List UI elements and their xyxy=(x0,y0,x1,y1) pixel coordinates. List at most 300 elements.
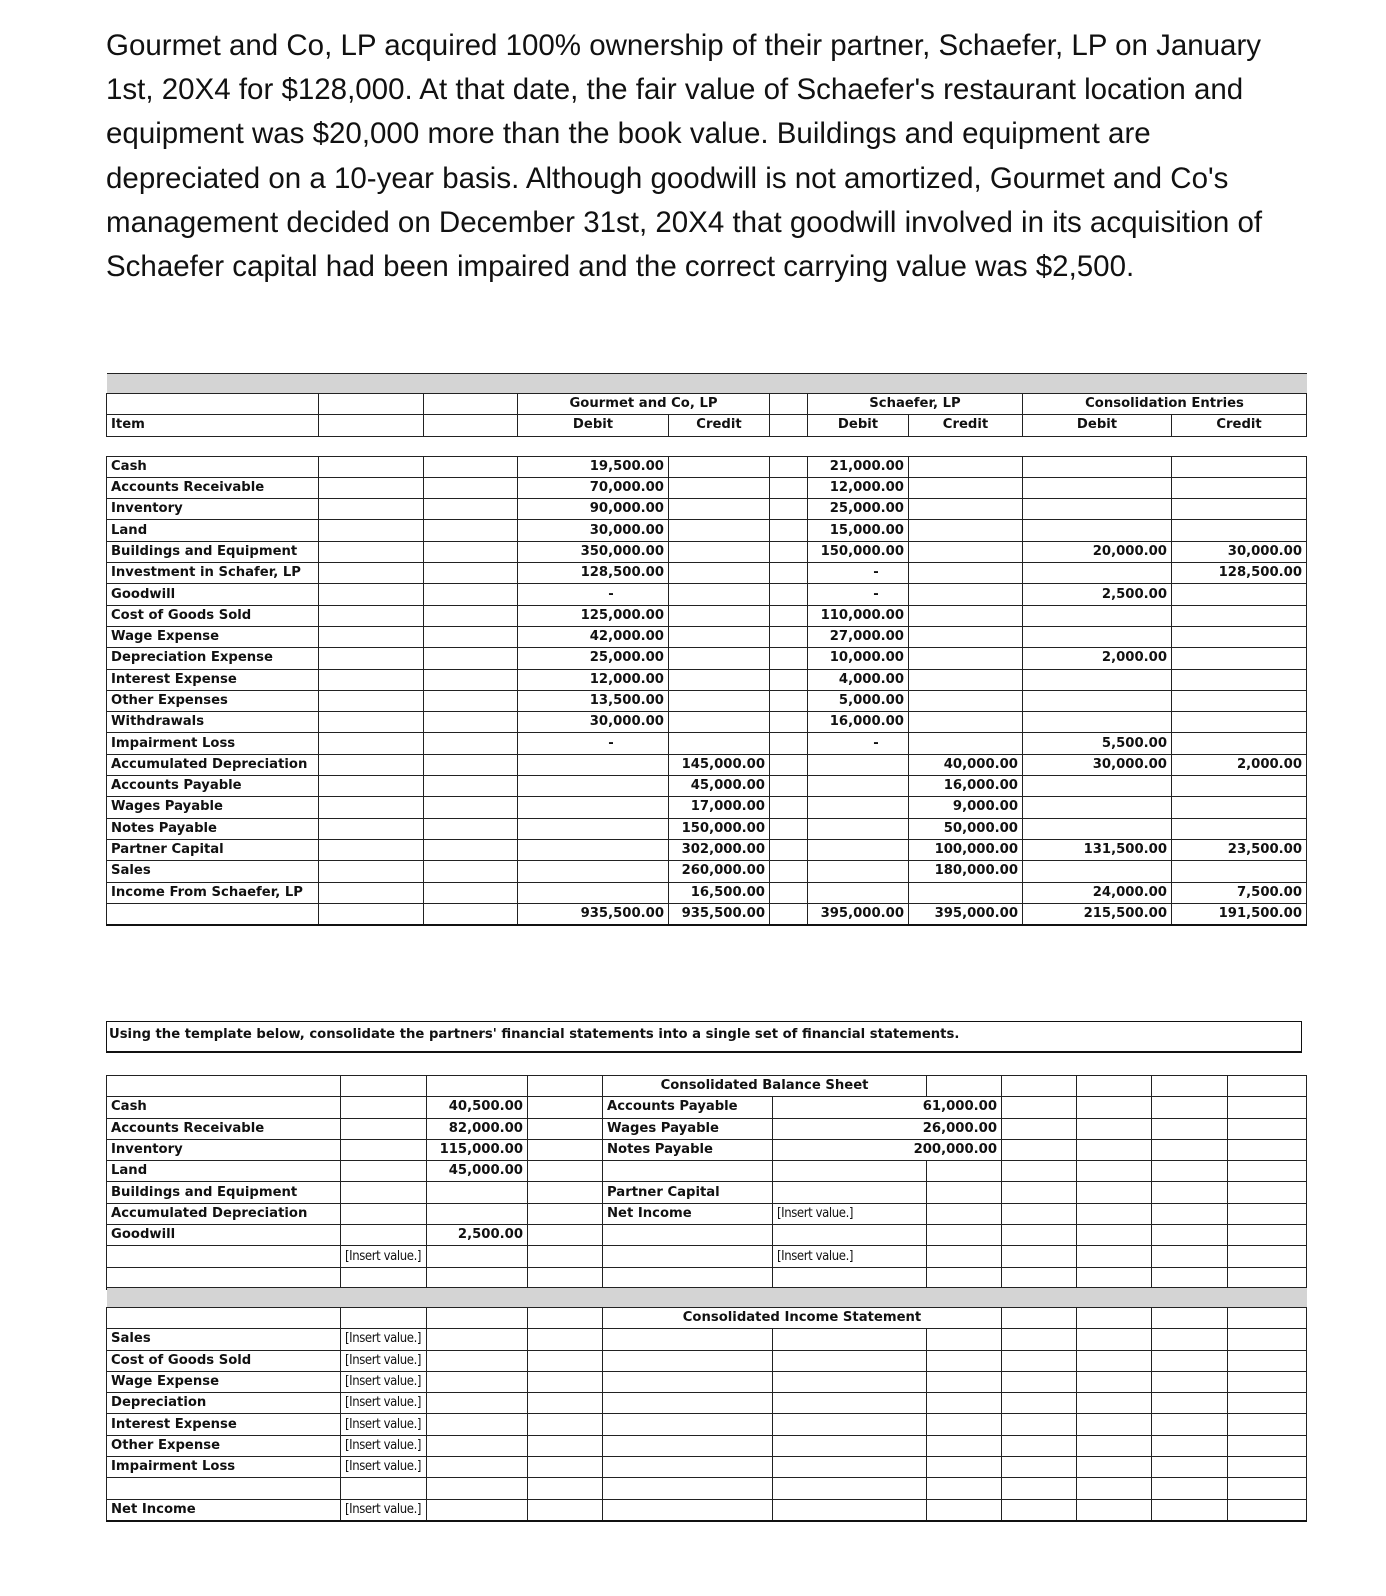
schaefer-credit xyxy=(909,584,1023,605)
consolidated-balance-sheet xyxy=(106,1075,1307,1290)
empty-cell xyxy=(528,1329,603,1350)
income-statement-row xyxy=(107,1435,1307,1456)
empty-cell xyxy=(1002,1225,1077,1246)
empty-cell xyxy=(427,1457,528,1478)
empty-cell xyxy=(770,839,808,860)
empty-cell xyxy=(341,1182,427,1203)
worksheet-row xyxy=(107,605,1307,626)
group-header-gourmet: Gourmet and Co, LP xyxy=(518,394,770,415)
schaefer-credit xyxy=(909,712,1023,733)
gourmet-credit-total: 935,500.00 xyxy=(669,903,770,925)
empty-cell xyxy=(1228,1478,1307,1499)
empty-cell xyxy=(1002,1161,1077,1182)
consolidation-debit-total: 215,500.00 xyxy=(1023,903,1172,925)
consolidation-debit xyxy=(1023,499,1172,520)
income-insert-field[interactable]: [Insert value.] xyxy=(341,1350,427,1371)
empty-cell xyxy=(770,818,808,839)
consolidation-credit: 30,000.00 xyxy=(1172,541,1307,562)
income-item-label: Impairment Loss xyxy=(107,1457,341,1478)
net-income-insert-field[interactable]: [Insert value.] xyxy=(773,1203,927,1224)
col-header-credit: Credit xyxy=(669,415,770,436)
gourmet-debit xyxy=(518,839,669,860)
empty-cell xyxy=(1002,1118,1077,1139)
consolidation-credit xyxy=(1172,776,1307,797)
empty-cell xyxy=(107,1246,341,1267)
schaefer-debit xyxy=(808,882,909,903)
row-label: Impairment Loss xyxy=(107,733,319,754)
empty-cell xyxy=(107,1478,341,1499)
schaefer-debit xyxy=(808,754,909,775)
empty-cell xyxy=(427,1414,528,1435)
empty-cell xyxy=(603,1225,773,1246)
empty-cell xyxy=(1228,1435,1307,1456)
empty-cell xyxy=(927,1161,1002,1182)
schaefer-credit xyxy=(909,605,1023,626)
schaefer-credit xyxy=(909,626,1023,647)
row-label: Withdrawals xyxy=(107,712,319,733)
empty-cell xyxy=(1152,1139,1228,1160)
empty-cell xyxy=(770,733,808,754)
income-item-label: Interest Expense xyxy=(107,1414,341,1435)
consolidation-debit xyxy=(1023,456,1172,477)
gourmet-credit xyxy=(669,584,770,605)
income-insert-field[interactable]: [Insert value.] xyxy=(341,1393,427,1414)
schaefer-debit: 10,000.00 xyxy=(808,648,909,669)
total-liabilities-insert-field[interactable]: [Insert value.] xyxy=(773,1246,927,1267)
consolidation-credit xyxy=(1172,520,1307,541)
worksheet-row xyxy=(107,882,1307,903)
schaefer-credit xyxy=(909,499,1023,520)
empty-cell xyxy=(528,1203,603,1224)
empty-cell xyxy=(1002,1329,1077,1350)
asset-label: Cash xyxy=(107,1097,341,1118)
empty-cell xyxy=(424,541,518,562)
schaefer-debit: 25,000.00 xyxy=(808,499,909,520)
empty-cell xyxy=(427,1350,528,1371)
row-label: Buildings and Equipment xyxy=(107,541,319,562)
row-label: Goodwill xyxy=(107,584,319,605)
empty-cell xyxy=(319,712,424,733)
schaefer-credit-total: 395,000.00 xyxy=(909,903,1023,925)
empty-cell xyxy=(1228,1161,1307,1182)
row-label: Partner Capital xyxy=(107,839,319,860)
gourmet-debit: 128,500.00 xyxy=(518,563,669,584)
empty-cell xyxy=(1152,1118,1228,1139)
asset-label: Inventory xyxy=(107,1139,341,1160)
empty-cell xyxy=(1077,1097,1152,1118)
empty-cell xyxy=(773,1414,927,1435)
worksheet-row xyxy=(107,839,1307,860)
empty-cell xyxy=(1152,1161,1228,1182)
empty-cell xyxy=(528,1435,603,1456)
empty-cell xyxy=(424,733,518,754)
row-label: Other Expenses xyxy=(107,690,319,711)
empty-cell xyxy=(528,1457,603,1478)
row-label: Cash xyxy=(107,456,319,477)
empty-cell xyxy=(341,1478,427,1499)
consolidation-credit xyxy=(1172,712,1307,733)
balance-sheet-row xyxy=(107,1118,1307,1139)
empty-cell xyxy=(1152,1182,1228,1203)
asset-label: Goodwill xyxy=(107,1225,341,1246)
empty-cell xyxy=(773,1393,927,1414)
gourmet-debit: 42,000.00 xyxy=(518,626,669,647)
gourmet-credit xyxy=(669,648,770,669)
income-insert-field[interactable]: [Insert value.] xyxy=(341,1457,427,1478)
row-label: Wages Payable xyxy=(107,797,319,818)
empty-cell xyxy=(319,818,424,839)
gourmet-debit xyxy=(518,861,669,882)
empty-cell xyxy=(528,1225,603,1246)
empty-cell xyxy=(770,669,808,690)
schaefer-debit: 110,000.00 xyxy=(808,605,909,626)
empty-cell xyxy=(770,499,808,520)
income-statement-row xyxy=(107,1478,1307,1499)
empty-cell xyxy=(319,733,424,754)
empty-cell xyxy=(1002,1097,1077,1118)
liability-value: 26,000.00 xyxy=(773,1118,1002,1139)
worksheet-row xyxy=(107,818,1307,839)
consolidation-credit xyxy=(1172,818,1307,839)
empty-cell xyxy=(424,648,518,669)
asset-label: Land xyxy=(107,1161,341,1182)
asset-label: Accumulated Depreciation xyxy=(107,1203,341,1224)
empty-cell xyxy=(1228,1329,1307,1350)
balance-sheet-row xyxy=(107,1139,1307,1160)
empty-cell xyxy=(1002,1393,1077,1414)
empty-cell xyxy=(528,1139,603,1160)
income-insert-field[interactable]: [Insert value.] xyxy=(341,1414,427,1435)
gourmet-debit xyxy=(518,754,669,775)
empty-cell xyxy=(1152,1329,1228,1350)
gourmet-debit: 12,000.00 xyxy=(518,669,669,690)
empty-cell xyxy=(1002,1267,1077,1289)
schaefer-credit xyxy=(909,456,1023,477)
empty-cell xyxy=(1002,1499,1077,1521)
empty-cell xyxy=(1077,1118,1152,1139)
worksheet-row xyxy=(107,648,1307,669)
empty-cell xyxy=(528,1267,603,1289)
empty-cell xyxy=(424,605,518,626)
empty-cell xyxy=(1152,1457,1228,1478)
schaefer-debit: - xyxy=(808,733,909,754)
gourmet-credit xyxy=(669,541,770,562)
worksheet-row xyxy=(107,754,1307,775)
asset-label: Buildings and Equipment xyxy=(107,1182,341,1203)
schaefer-debit xyxy=(808,861,909,882)
worksheet-row xyxy=(107,733,1307,754)
gourmet-credit: 260,000.00 xyxy=(669,861,770,882)
consolidation-credit: 128,500.00 xyxy=(1172,563,1307,584)
empty-cell xyxy=(927,1350,1002,1371)
gourmet-credit: 150,000.00 xyxy=(669,818,770,839)
consolidation-debit: 30,000.00 xyxy=(1023,754,1172,775)
empty-cell xyxy=(341,1203,427,1224)
schaefer-debit-total: 395,000.00 xyxy=(808,903,909,925)
gourmet-debit xyxy=(518,776,669,797)
empty-cell xyxy=(770,690,808,711)
empty-cell xyxy=(341,1161,427,1182)
row-label: Depreciation Expense xyxy=(107,648,319,669)
empty-cell xyxy=(424,882,518,903)
empty-cell xyxy=(341,1097,427,1118)
empty-cell xyxy=(424,712,518,733)
consolidation-debit: 2,000.00 xyxy=(1023,648,1172,669)
consolidation-debit: 131,500.00 xyxy=(1023,839,1172,860)
empty-cell xyxy=(424,839,518,860)
consolidation-debit xyxy=(1023,797,1172,818)
gourmet-debit: 25,000.00 xyxy=(518,648,669,669)
empty-cell xyxy=(1002,1246,1077,1267)
gourmet-debit xyxy=(518,797,669,818)
liability-label: Net Income xyxy=(603,1203,773,1224)
empty-cell xyxy=(773,1350,927,1371)
consolidation-credit xyxy=(1172,648,1307,669)
empty-cell xyxy=(424,818,518,839)
row-label: Wage Expense xyxy=(107,626,319,647)
asset-value: 82,000.00 xyxy=(427,1118,528,1139)
empty-cell xyxy=(927,1267,1002,1289)
empty-cell xyxy=(427,1371,528,1392)
gourmet-debit: 350,000.00 xyxy=(518,541,669,562)
consolidation-credit xyxy=(1172,499,1307,520)
empty-cell xyxy=(773,1371,927,1392)
schaefer-debit xyxy=(808,797,909,818)
worksheet-row xyxy=(107,499,1307,520)
empty-cell xyxy=(603,1499,773,1521)
empty-cell xyxy=(927,1203,1002,1224)
empty-cell xyxy=(1228,1182,1307,1203)
empty-cell xyxy=(528,1182,603,1203)
schaefer-credit xyxy=(909,520,1023,541)
empty-cell xyxy=(319,776,424,797)
consolidation-debit xyxy=(1023,669,1172,690)
income-statement-row xyxy=(107,1393,1307,1414)
balance-sheet-title: Consolidated Balance Sheet xyxy=(603,1076,927,1097)
empty-cell xyxy=(927,1371,1002,1392)
instruction-text: Using the template below, consolidate the partners' financial statements into a single set of financial statements. xyxy=(106,1021,1302,1053)
consolidation-debit xyxy=(1023,776,1172,797)
empty-cell xyxy=(603,1329,773,1350)
empty-cell xyxy=(424,861,518,882)
gourmet-credit xyxy=(669,712,770,733)
empty-cell xyxy=(773,1499,927,1521)
empty-cell xyxy=(603,1246,773,1267)
empty-cell xyxy=(1002,1478,1077,1499)
empty-cell xyxy=(1152,1478,1228,1499)
empty-cell xyxy=(1228,1246,1307,1267)
empty-cell xyxy=(1152,1203,1228,1224)
balance-sheet-row xyxy=(107,1246,1307,1267)
total-assets-insert-field[interactable]: [Insert value.] xyxy=(341,1246,427,1267)
consolidation-credit xyxy=(1172,669,1307,690)
consolidation-debit: 5,500.00 xyxy=(1023,733,1172,754)
worksheet-row xyxy=(107,477,1307,498)
empty-cell xyxy=(770,541,808,562)
schaefer-debit: 12,000.00 xyxy=(808,477,909,498)
gourmet-credit xyxy=(669,456,770,477)
row-label: Sales xyxy=(107,861,319,882)
col-header-debit: Debit xyxy=(518,415,669,436)
schaefer-debit: - xyxy=(808,563,909,584)
gourmet-debit xyxy=(518,818,669,839)
empty-cell xyxy=(1152,1371,1228,1392)
schaefer-debit: 15,000.00 xyxy=(808,520,909,541)
empty-cell xyxy=(770,776,808,797)
empty-cell xyxy=(1077,1457,1152,1478)
empty-cell xyxy=(1152,1499,1228,1521)
empty-cell xyxy=(773,1267,927,1289)
empty-cell xyxy=(1077,1478,1152,1499)
empty-cell xyxy=(424,499,518,520)
income-item-label: Wage Expense xyxy=(107,1371,341,1392)
empty-cell xyxy=(773,1225,927,1246)
empty-cell xyxy=(1002,1414,1077,1435)
gourmet-credit xyxy=(669,477,770,498)
balance-sheet-row xyxy=(107,1203,1307,1224)
income-insert-field[interactable]: [Insert value.] xyxy=(341,1435,427,1456)
empty-cell xyxy=(424,584,518,605)
gourmet-debit xyxy=(518,882,669,903)
consolidation-credit xyxy=(1172,733,1307,754)
gourmet-credit xyxy=(669,499,770,520)
empty-cell xyxy=(528,1350,603,1371)
empty-cell xyxy=(927,1435,1002,1456)
empty-cell xyxy=(528,1097,603,1118)
empty-cell xyxy=(424,754,518,775)
empty-cell xyxy=(770,648,808,669)
income-statement-row xyxy=(107,1329,1307,1350)
empty-cell xyxy=(528,1118,603,1139)
consolidation-credit xyxy=(1172,797,1307,818)
empty-cell xyxy=(773,1329,927,1350)
empty-cell xyxy=(427,1499,528,1521)
income-item-label: Sales xyxy=(107,1329,341,1350)
empty-cell xyxy=(319,861,424,882)
gourmet-debit-total: 935,500.00 xyxy=(518,903,669,925)
empty-cell xyxy=(1002,1457,1077,1478)
row-label: Interest Expense xyxy=(107,669,319,690)
empty-cell xyxy=(1228,1414,1307,1435)
empty-cell xyxy=(770,861,808,882)
empty-cell xyxy=(319,690,424,711)
gourmet-debit: - xyxy=(518,584,669,605)
worksheet-row xyxy=(107,520,1307,541)
liability-label: Wages Payable xyxy=(603,1118,773,1139)
empty-cell xyxy=(1228,1371,1307,1392)
row-label: Accumulated Depreciation xyxy=(107,754,319,775)
row-label: Investment in Schafer, LP xyxy=(107,563,319,584)
row-label: Inventory xyxy=(107,499,319,520)
empty-cell xyxy=(427,1246,528,1267)
liability-label: Notes Payable xyxy=(603,1139,773,1160)
gourmet-credit: 16,500.00 xyxy=(669,882,770,903)
income-insert-field[interactable]: [Insert value.] xyxy=(341,1499,427,1521)
empty-cell xyxy=(770,712,808,733)
col-header-credit: Credit xyxy=(909,415,1023,436)
asset-value xyxy=(427,1182,528,1203)
schaefer-credit xyxy=(909,477,1023,498)
empty-cell xyxy=(528,1161,603,1182)
schaefer-credit: 100,000.00 xyxy=(909,839,1023,860)
gourmet-credit: 45,000.00 xyxy=(669,776,770,797)
worksheet-row xyxy=(107,669,1307,690)
group-header-schaefer: Schaefer, LP xyxy=(808,394,1023,415)
empty-cell xyxy=(770,563,808,584)
empty-cell xyxy=(603,1371,773,1392)
income-item-label: Other Expense xyxy=(107,1435,341,1456)
empty-cell xyxy=(1002,1203,1077,1224)
gourmet-debit: - xyxy=(518,733,669,754)
empty-cell xyxy=(770,797,808,818)
gourmet-debit: 30,000.00 xyxy=(518,712,669,733)
gourmet-credit xyxy=(669,626,770,647)
worksheet-row xyxy=(107,584,1307,605)
empty-cell xyxy=(1152,1225,1228,1246)
income-statement-row xyxy=(107,1457,1307,1478)
empty-cell xyxy=(773,1182,927,1203)
consolidation-debit xyxy=(1023,712,1172,733)
consolidation-debit: 20,000.00 xyxy=(1023,541,1172,562)
empty-cell xyxy=(319,882,424,903)
schaefer-debit: 16,000.00 xyxy=(808,712,909,733)
empty-cell xyxy=(341,1225,427,1246)
empty-cell xyxy=(528,1371,603,1392)
consolidated-income-statement xyxy=(106,1287,1307,1522)
worksheet-row xyxy=(107,626,1307,647)
empty-cell xyxy=(1002,1139,1077,1160)
empty-cell xyxy=(1152,1097,1228,1118)
gourmet-credit xyxy=(669,690,770,711)
consolidation-debit xyxy=(1023,563,1172,584)
schaefer-credit xyxy=(909,541,1023,562)
income-item-label: Depreciation xyxy=(107,1393,341,1414)
empty-cell xyxy=(319,754,424,775)
empty-cell xyxy=(1077,1329,1152,1350)
empty-cell xyxy=(927,1225,1002,1246)
empty-cell xyxy=(1152,1414,1228,1435)
consolidation-credit: 2,000.00 xyxy=(1172,754,1307,775)
empty-cell xyxy=(773,1435,927,1456)
schaefer-debit xyxy=(808,839,909,860)
schaefer-debit: 21,000.00 xyxy=(808,456,909,477)
income-insert-field[interactable]: [Insert value.] xyxy=(341,1329,427,1350)
empty-cell xyxy=(1077,1182,1152,1203)
empty-cell xyxy=(319,541,424,562)
empty-cell xyxy=(603,1161,773,1182)
income-statement-title: Consolidated Income Statement xyxy=(603,1308,1002,1329)
empty-cell xyxy=(1077,1203,1152,1224)
empty-cell xyxy=(319,797,424,818)
worksheet-row xyxy=(107,541,1307,562)
gourmet-credit: 17,000.00 xyxy=(669,797,770,818)
net-income-label: Net Income xyxy=(107,1499,341,1521)
empty-cell xyxy=(1228,1350,1307,1371)
schaefer-credit: 180,000.00 xyxy=(909,861,1023,882)
empty-cell xyxy=(319,626,424,647)
gourmet-debit: 13,500.00 xyxy=(518,690,669,711)
empty-cell xyxy=(1077,1435,1152,1456)
empty-cell xyxy=(424,563,518,584)
income-insert-field[interactable]: [Insert value.] xyxy=(341,1371,427,1392)
consolidation-credit: 23,500.00 xyxy=(1172,839,1307,860)
gourmet-credit xyxy=(669,733,770,754)
empty-cell xyxy=(1077,1225,1152,1246)
balance-sheet-row xyxy=(107,1182,1307,1203)
empty-cell xyxy=(341,1267,427,1289)
gourmet-credit xyxy=(669,520,770,541)
schaefer-debit: 27,000.00 xyxy=(808,626,909,647)
